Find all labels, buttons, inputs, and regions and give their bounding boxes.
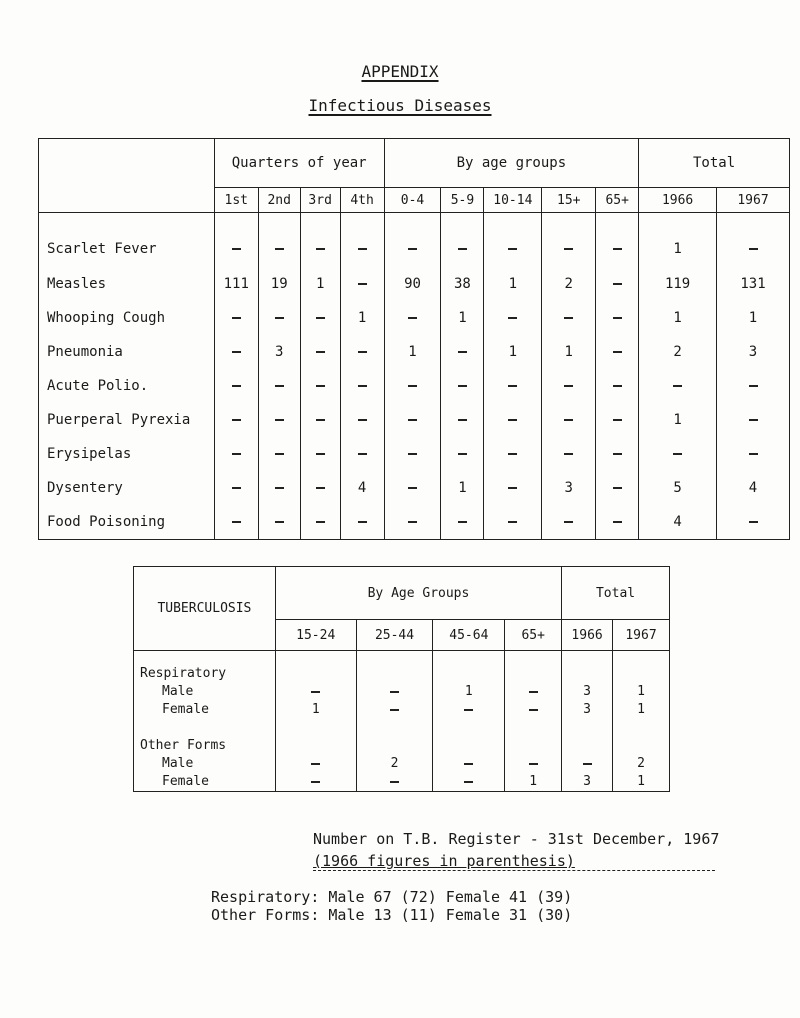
table-cell — [340, 505, 384, 540]
column-header: 4th — [340, 188, 384, 213]
table-cell — [484, 437, 542, 471]
nil-dash — [408, 317, 417, 319]
table-row — [39, 369, 790, 403]
table-cell — [596, 437, 639, 471]
table-cell — [340, 369, 384, 403]
disease-name: Whooping Cough — [39, 301, 215, 335]
table-cell — [275, 755, 356, 773]
table-cell: 2 — [613, 755, 670, 773]
nil-dash — [458, 248, 467, 250]
table-cell — [258, 301, 300, 335]
table-cell: 5 — [639, 471, 717, 505]
tb-row-label — [134, 683, 276, 701]
nil-dash — [275, 521, 284, 523]
table-cell — [433, 719, 505, 737]
nil-dash — [358, 419, 367, 421]
tb-row-label-text: Female — [162, 774, 209, 789]
nil-dash — [458, 453, 467, 455]
table-row — [134, 737, 670, 755]
tb-row-label-text: Female — [162, 702, 209, 717]
table-cell — [433, 701, 505, 719]
disease-name: Acute Polio. — [39, 369, 215, 403]
table-cell — [505, 701, 562, 719]
tb-label: TUBERCULOSIS — [134, 567, 276, 651]
table-cell — [596, 213, 639, 268]
table-cell: 1 — [433, 683, 505, 701]
table-cell — [639, 369, 717, 403]
table-cell: 1 — [384, 335, 441, 369]
table-cell — [214, 369, 258, 403]
table-cell — [258, 369, 300, 403]
nil-dash — [613, 351, 622, 353]
table-cell — [340, 335, 384, 369]
table-cell — [275, 651, 356, 684]
table-cell — [639, 437, 717, 471]
table-cell: 1 — [275, 701, 356, 719]
nil-dash — [358, 385, 367, 387]
table-cell — [214, 471, 258, 505]
nil-dash — [464, 781, 473, 783]
table-row — [134, 651, 670, 684]
nil-dash — [275, 453, 284, 455]
infectious-diseases-table — [38, 138, 790, 540]
table-cell — [596, 369, 639, 403]
table-cell: 2 — [542, 267, 596, 301]
table-cell — [505, 737, 562, 755]
table-cell — [717, 213, 790, 268]
table-cell: 3 — [562, 683, 613, 701]
table-cell — [505, 651, 562, 684]
table-cell — [300, 335, 340, 369]
table-cell: 1 — [484, 335, 542, 369]
nil-dash — [673, 385, 682, 387]
nil-dash — [316, 487, 325, 489]
nil-dash — [275, 385, 284, 387]
table-cell: 1 — [300, 267, 340, 301]
table-cell — [300, 301, 340, 335]
table-cell — [484, 403, 542, 437]
table-cell: 1 — [639, 213, 717, 268]
nil-dash — [529, 709, 538, 711]
nil-dash — [508, 453, 517, 455]
nil-dash — [458, 521, 467, 523]
table-cell — [340, 213, 384, 268]
table-cell — [596, 301, 639, 335]
nil-dash — [316, 521, 325, 523]
table-cell: 3 — [258, 335, 300, 369]
group-header: By Age Groups — [275, 567, 561, 620]
disease-name: Pneumonia — [39, 335, 215, 369]
nil-dash — [232, 487, 241, 489]
table-cell — [596, 267, 639, 301]
table-cell — [384, 301, 441, 335]
tb-row-label-text: Other Forms — [140, 738, 227, 753]
table-cell — [300, 369, 340, 403]
table-cell — [300, 437, 340, 471]
column-header: 65+ — [596, 188, 639, 213]
table-cell — [596, 335, 639, 369]
nil-dash — [749, 248, 758, 250]
nil-dash — [564, 453, 573, 455]
table-row — [134, 719, 670, 737]
nil-dash — [673, 453, 682, 455]
table-cell — [542, 403, 596, 437]
table-cell — [340, 267, 384, 301]
table-cell — [384, 369, 441, 403]
table-cell — [505, 719, 562, 737]
table-cell: 1 — [484, 267, 542, 301]
nil-dash — [232, 453, 241, 455]
nil-dash — [232, 521, 241, 523]
nil-dash — [358, 453, 367, 455]
nil-dash — [358, 283, 367, 285]
nil-dash — [613, 419, 622, 421]
table-cell — [613, 737, 670, 755]
nil-dash — [564, 317, 573, 319]
table-cell — [542, 301, 596, 335]
nil-dash — [749, 385, 758, 387]
column-header: 15+ — [542, 188, 596, 213]
nil-dash — [408, 521, 417, 523]
table-cell — [258, 505, 300, 540]
table-cell: 90 — [384, 267, 441, 301]
column-header: 1967 — [717, 188, 790, 213]
table-cell: 1 — [613, 773, 670, 792]
nil-dash — [408, 453, 417, 455]
table-cell — [542, 213, 596, 268]
table-cell — [717, 437, 790, 471]
group-header: Total — [639, 139, 790, 188]
nil-dash — [508, 521, 517, 523]
table-cell: 119 — [639, 267, 717, 301]
disease-name: Erysipelas — [39, 437, 215, 471]
tb-row-label — [134, 719, 276, 737]
nil-dash — [464, 709, 473, 711]
nil-dash — [232, 351, 241, 353]
table-cell — [433, 651, 505, 684]
table-cell: 3 — [542, 471, 596, 505]
nil-dash — [232, 317, 241, 319]
nil-dash — [316, 453, 325, 455]
table-cell — [717, 505, 790, 540]
table-cell — [562, 755, 613, 773]
table-cell — [214, 301, 258, 335]
table-row — [39, 335, 790, 369]
table-cell — [562, 651, 613, 684]
nil-dash — [613, 317, 622, 319]
tb-row-label — [134, 755, 276, 773]
table-cell — [214, 403, 258, 437]
table-cell — [275, 773, 356, 792]
tb-row-label-text: Respiratory — [140, 666, 227, 681]
column-header: 15-24 — [275, 620, 356, 651]
table-cell — [542, 369, 596, 403]
column-header: 3rd — [300, 188, 340, 213]
table-cell: 1 — [639, 403, 717, 437]
table-cell — [484, 369, 542, 403]
table-cell: 3 — [717, 335, 790, 369]
tuberculosis-table — [133, 566, 670, 792]
tb-row-label — [134, 651, 276, 684]
table-cell — [433, 737, 505, 755]
table-cell — [613, 651, 670, 684]
tb-row-label — [134, 737, 276, 755]
table-cell — [441, 213, 484, 268]
nil-dash — [275, 419, 284, 421]
nil-dash — [408, 487, 417, 489]
nil-dash — [408, 419, 417, 421]
nil-dash — [316, 248, 325, 250]
nil-dash — [564, 385, 573, 387]
table-cell — [441, 505, 484, 540]
table-cell — [596, 403, 639, 437]
nil-dash — [508, 487, 517, 489]
table-cell: 19 — [258, 267, 300, 301]
table-row — [134, 683, 670, 701]
disease-name: Food Poisoning — [39, 505, 215, 540]
column-header: 45-64 — [433, 620, 505, 651]
table-cell — [214, 505, 258, 540]
table-cell: 1 — [505, 773, 562, 792]
table-row — [39, 505, 790, 540]
table-cell — [484, 471, 542, 505]
nil-dash — [311, 691, 320, 693]
table-cell — [562, 719, 613, 737]
page-subtitle: Infectious Diseases — [308, 96, 492, 115]
table-cell: 3 — [562, 701, 613, 719]
table-cell — [258, 403, 300, 437]
table-cell — [505, 755, 562, 773]
nil-dash — [408, 248, 417, 250]
nil-dash — [613, 521, 622, 523]
nil-dash — [275, 317, 284, 319]
tb-row-label-text: Male — [162, 684, 194, 699]
nil-dash — [749, 521, 758, 523]
table-row — [39, 301, 790, 335]
table-cell — [484, 505, 542, 540]
group-header: By age groups — [384, 139, 639, 188]
disease-name: Scarlet Fever — [39, 213, 215, 268]
table-cell: 1 — [613, 683, 670, 701]
table-cell: 1 — [441, 471, 484, 505]
tb-row-label — [134, 773, 276, 792]
nil-dash — [316, 419, 325, 421]
table-cell — [384, 505, 441, 540]
table-cell — [300, 213, 340, 268]
register-figures — [211, 888, 572, 924]
table-cell — [300, 471, 340, 505]
column-header: 2nd — [258, 188, 300, 213]
nil-dash — [390, 709, 399, 711]
tb-row-label-text: Male — [162, 756, 194, 771]
nil-dash — [358, 248, 367, 250]
table-cell — [258, 213, 300, 268]
table-cell — [275, 719, 356, 737]
nil-dash — [458, 351, 467, 353]
nil-dash — [358, 351, 367, 353]
table-row — [134, 755, 670, 773]
table-cell: 111 — [214, 267, 258, 301]
column-header: 5-9 — [441, 188, 484, 213]
column-header: 65+ — [505, 620, 562, 651]
nil-dash — [613, 248, 622, 250]
table-cell — [717, 369, 790, 403]
nil-dash — [275, 487, 284, 489]
nil-dash — [508, 248, 517, 250]
nil-dash — [564, 521, 573, 523]
table-cell: 4 — [639, 505, 717, 540]
column-header: 1966 — [562, 620, 613, 651]
nil-dash — [458, 385, 467, 387]
nil-dash — [316, 351, 325, 353]
table-cell — [484, 213, 542, 268]
nil-dash — [458, 419, 467, 421]
column-header: 25-44 — [356, 620, 433, 651]
table-cell — [596, 505, 639, 540]
disease-name: Measles — [39, 267, 215, 301]
table-cell — [433, 773, 505, 792]
nil-dash — [613, 385, 622, 387]
table-cell: 4 — [717, 471, 790, 505]
table-cell — [356, 651, 433, 684]
other-forms-figures: Other Forms: Male 13 (11) Female 31 (30) — [211, 906, 573, 924]
nil-dash — [275, 248, 284, 250]
table-cell: 2 — [639, 335, 717, 369]
table-cell — [542, 505, 596, 540]
nil-dash — [390, 691, 399, 693]
nil-dash — [464, 763, 473, 765]
table-cell — [275, 737, 356, 755]
table-cell — [214, 335, 258, 369]
nil-dash — [613, 283, 622, 285]
table-cell — [484, 301, 542, 335]
table-cell — [356, 719, 433, 737]
column-header: 1966 — [639, 188, 717, 213]
column-header: 1967 — [613, 620, 670, 651]
table-row — [134, 773, 670, 792]
table-cell — [300, 403, 340, 437]
table-cell — [356, 773, 433, 792]
tb-row-label — [134, 701, 276, 719]
table-cell — [356, 683, 433, 701]
table-cell: 1 — [340, 301, 384, 335]
group-header: Total — [562, 567, 670, 620]
table-cell — [384, 403, 441, 437]
column-header: 0-4 — [384, 188, 441, 213]
table-row — [134, 701, 670, 719]
table-cell — [300, 505, 340, 540]
table-cell — [717, 403, 790, 437]
table-cell — [441, 437, 484, 471]
table-cell: 1 — [613, 701, 670, 719]
nil-dash — [232, 419, 241, 421]
table-row — [39, 213, 790, 268]
table-cell: 4 — [340, 471, 384, 505]
table-cell — [356, 737, 433, 755]
table-cell — [384, 471, 441, 505]
table-cell — [258, 437, 300, 471]
table-cell — [613, 719, 670, 737]
nil-dash — [316, 385, 325, 387]
disease-name: Puerperal Pyrexia — [39, 403, 215, 437]
nil-dash — [390, 781, 399, 783]
table-cell: 38 — [441, 267, 484, 301]
corner-cell — [39, 139, 215, 213]
nil-dash — [232, 385, 241, 387]
nil-dash — [358, 521, 367, 523]
disease-name: Dysentery — [39, 471, 215, 505]
nil-dash — [311, 763, 320, 765]
page-title: APPENDIX — [361, 62, 439, 81]
column-header: 1st — [214, 188, 258, 213]
table-cell — [542, 437, 596, 471]
table-cell: 1 — [542, 335, 596, 369]
nil-dash — [508, 385, 517, 387]
parenthesis-note: (1966 figures in parenthesis) — [313, 852, 715, 871]
table-cell — [258, 471, 300, 505]
table-cell — [275, 683, 356, 701]
table-cell — [214, 213, 258, 268]
register-note: Number on T.B. Register - 31st December, 1967 — [313, 830, 720, 848]
table-row — [39, 471, 790, 505]
group-header: Quarters of year — [214, 139, 384, 188]
table-cell — [340, 437, 384, 471]
table-cell: 1 — [639, 301, 717, 335]
table-cell: 1 — [441, 301, 484, 335]
table-cell — [441, 369, 484, 403]
table-cell — [596, 471, 639, 505]
nil-dash — [232, 248, 241, 250]
nil-dash — [583, 763, 592, 765]
nil-dash — [508, 317, 517, 319]
table-cell — [384, 213, 441, 268]
table-cell — [441, 335, 484, 369]
nil-dash — [316, 317, 325, 319]
nil-dash — [564, 419, 573, 421]
table-row — [39, 403, 790, 437]
table-cell: 2 — [356, 755, 433, 773]
nil-dash — [408, 385, 417, 387]
table-cell: 1 — [717, 301, 790, 335]
table-cell — [505, 683, 562, 701]
nil-dash — [529, 691, 538, 693]
table-cell — [441, 403, 484, 437]
table-cell — [433, 755, 505, 773]
nil-dash — [749, 453, 758, 455]
nil-dash — [749, 419, 758, 421]
nil-dash — [613, 453, 622, 455]
nil-dash — [613, 487, 622, 489]
table-cell — [356, 701, 433, 719]
nil-dash — [508, 419, 517, 421]
nil-dash — [311, 781, 320, 783]
table-cell — [340, 403, 384, 437]
table-row — [39, 437, 790, 471]
table-row — [39, 267, 790, 301]
table-cell — [562, 737, 613, 755]
table-cell: 3 — [562, 773, 613, 792]
respiratory-figures: Respiratory: Male 67 (72) Female 41 (39) — [211, 888, 573, 906]
nil-dash — [529, 763, 538, 765]
column-header: 10-14 — [484, 188, 542, 213]
table-cell: 131 — [717, 267, 790, 301]
nil-dash — [564, 248, 573, 250]
table-cell — [384, 437, 441, 471]
table-cell — [214, 437, 258, 471]
